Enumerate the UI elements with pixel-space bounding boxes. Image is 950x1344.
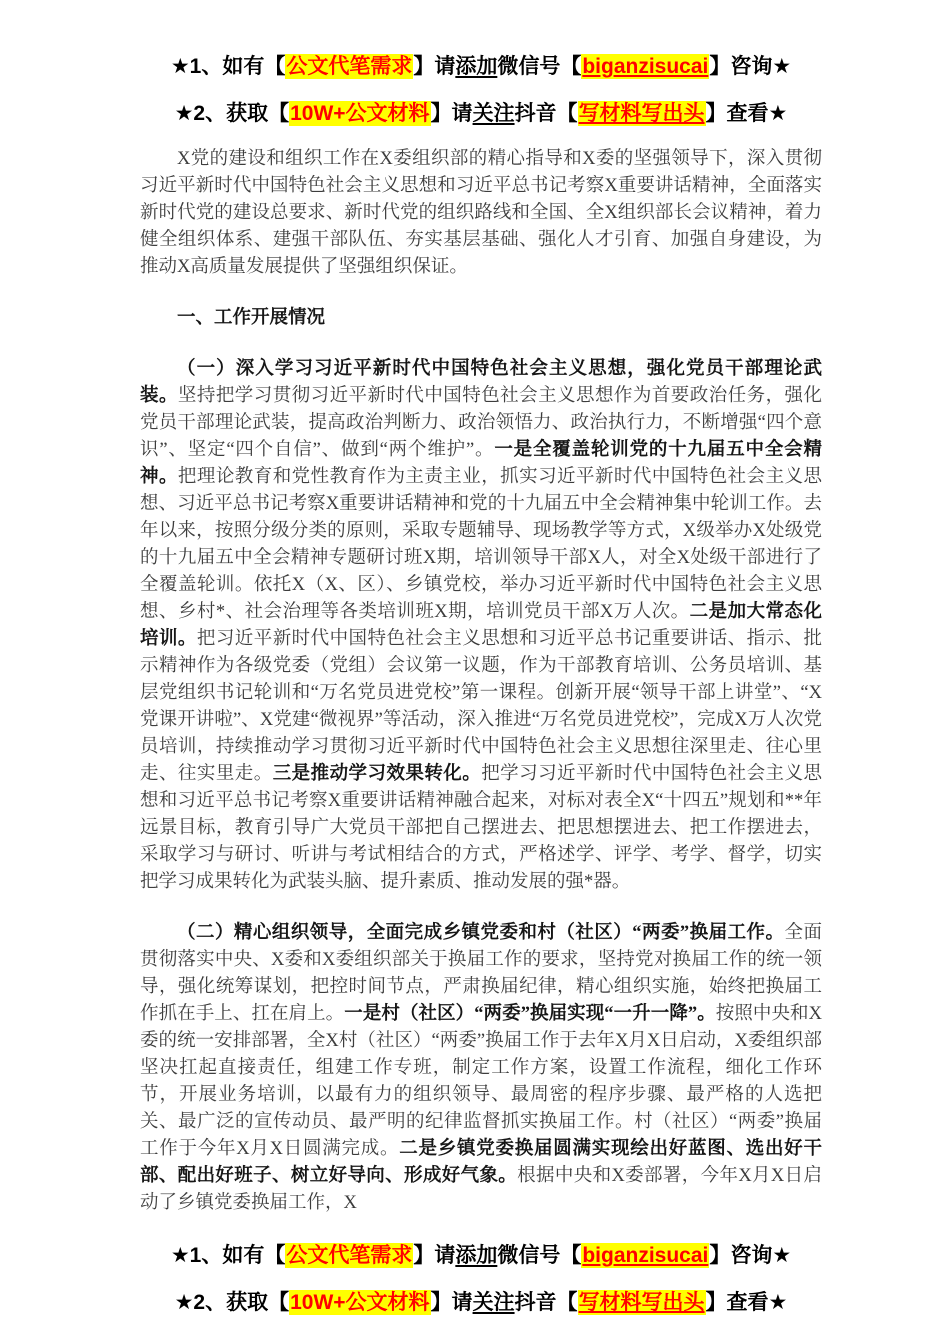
promo-line-1 [140, 52, 822, 82]
promo1-mid2: 微信号【 [497, 55, 582, 78]
paragraph-two [140, 920, 822, 1217]
promo2-mid1: 】请 [430, 102, 473, 125]
promo2b-underlined-action: 关注 [472, 1291, 515, 1314]
promo-line-2 [140, 99, 822, 129]
section-heading: 一、工作开展情况 [177, 308, 326, 328]
para1-point-3-bold: 三是推动学习效果转化。 [272, 764, 482, 784]
promo1b-underlined-action: 添加 [455, 1244, 498, 1267]
promo2b-douyin-id: 写材料写出头 [578, 1291, 705, 1314]
para1-text-4: 把学习习近平新时代中国特色社会主义思想和习近平总书记考察X重要讲话精神融合起来，对标对表全X“十四五”规划和**年远景目标，教育引导广大党员干部把自己摆进去、把思想摆进去、把工作摆进去，采取学习与研讨、听讲与考试相结合的方式，严格述学、评学、考学、督学，切实把学习成果转化为武装头脑、提升素质、推动发展的强*器。 [140, 764, 822, 892]
para2-text-2: 按照中央和X委的统一安排部署，全X村（社区）“两委”换届工作于去年X月X日启动，X委组织部坚决扛起直接责任，组建工作专班，制定工作方案，设置工作流程，细化工作环节，开展业务培训，以最有力的组织领导、最周密的程序步骤、最严格的人选把关、最广泛的宣传动员、最严明的纪律监督抓实换届工作。村（社区）“两委”换届工作于今年X月X日圆满完成。 [140, 1004, 822, 1159]
promo1-mid1: 】请 [413, 55, 456, 78]
promo1b-mid1: 】请 [413, 1244, 456, 1267]
promo-line-2-bottom [140, 1288, 822, 1318]
promo2-underlined-action: 关注 [472, 102, 515, 125]
para1-lead-bold: （一）深入学习习近平新时代中国特色社会主义思想，强化党员干部理论武装。 [140, 359, 822, 406]
para2-lead-bold: （二）精心组织领导，全面完成乡镇党委和村（社区）“两委”换届工作。 [177, 923, 785, 943]
para1-text-1: 坚持把学习贯彻习近平新时代中国特色社会主义思想作为首要政治任务，强化党员干部理论武装，提高政治判断力、政治领悟力、政治执行力，不断增强“四个意识”、坚定“四个自信”、做到“两个维护”。 [140, 386, 822, 460]
promo1b-highlight-term: 公文代笔需求 [286, 1244, 413, 1267]
promo1b-suffix: 】咨询★ [709, 1244, 792, 1267]
promo-banner-top [140, 52, 822, 129]
promo2b-mid1: 】请 [430, 1291, 473, 1314]
promo2-suffix: 】查看★ [705, 102, 788, 125]
promo2b-suffix: 】查看★ [705, 1291, 788, 1314]
promo1-underlined-action: 添加 [455, 55, 498, 78]
promo2-douyin-id: 写材料写出头 [578, 102, 705, 125]
para2-text-3: 根据中央和X委部署，今年X月X日启动了乡镇党委换届工作，X [140, 1166, 822, 1213]
promo2-highlight-term: 10W+公文材料 [290, 102, 430, 125]
promo-line-1-bottom [140, 1241, 822, 1271]
promo1b-mid2: 微信号【 [497, 1244, 582, 1267]
promo1-suffix: 】咨询★ [709, 55, 792, 78]
promo1-prefix: ★1、如有【 [170, 55, 286, 78]
promo1b-prefix: ★1、如有【 [170, 1244, 286, 1267]
intro-paragraph: X党的建设和组织工作在X委组织部的精心指导和X委的坚强领导下，深入贯彻习近平新时代中国特色社会主义思想和习近平总书记考察X重要讲话精神，全面落实新时代党的建设总要求、新时代党的组织路线和全国、全X组织部长会议精神，着力健全组织体系、建强干部队伍、夯实基层基础、强化人才引育、加强自身建设，为推动X高质量发展提供了坚强组织保证。 [140, 149, 822, 277]
para2-point-2-bold: 二是乡镇党委换届圆满实现绘出好蓝图、选出好干部、配出好班子、树立好导向、形成好气象。 [140, 1139, 822, 1186]
paragraph-one [140, 356, 822, 896]
promo2-mid2: 抖音【 [514, 102, 578, 125]
para1-point-2-bold: 二是加大常态化培训。 [140, 602, 822, 649]
promo1b-wechat-id: biganzisucai [582, 1244, 709, 1267]
para2-point-1-bold: 一是村（社区）“两委”换届实现“一升一降”。 [344, 1004, 716, 1024]
promo2b-prefix: ★2、获取【 [174, 1291, 290, 1314]
promo2-prefix: ★2、获取【 [174, 102, 290, 125]
para1-point-1-bold: 一是全覆盖轮训党的十九届五中全会精神。 [140, 440, 822, 487]
promo2b-mid2: 抖音【 [514, 1291, 578, 1314]
para2-text-1: 全面贯彻落实中央、X委和X委组织部关于换届工作的要求，坚持党对换届工作的统一领导，强化统筹谋划，把控时间节点，严肃换届纪律，精心组织实施，始终把换届工作抓在手上、扛在肩上。 [140, 923, 822, 1024]
para1-text-2: 把理论教育和党性教育作为主责主业，抓实习近平新时代中国特色社会主义思想、习近平总书记考察X重要讲话精神和党的十九届五中全会精神集中轮训工作。去年以来，按照分级分类的原则，采取专题辅导、现场教学等方式，X级举办X处级党的十九届五中全会精神专题研讨班X期，培训领导干部X人，对全X处级干部进行了全覆盖轮训。依托X（X、区）、乡镇党校，举办习近平新时代中国特色社会主义思想、乡村*、社会治理等各类培训班X期，培训党员干部X万人次。 [140, 467, 822, 622]
promo1-highlight-term: 公文代笔需求 [286, 55, 413, 78]
para1-text-3: 把习近平新时代中国特色社会主义思想和习近平总书记重要讲话、指示、批示精神作为各级党委（党组）会议第一议题，作为干部教育培训、公务员培训、基层党组织书记轮训和“万名党员进党校”第一课程。创新开展“领导干部上讲堂”、“X党课开讲啦”、X党建“微视界”等活动，深入推进“万名党员进党校”，完成X万人次党员培训，持续推动学习贯彻习近平新时代中国特色社会主义思想往深里走、往心里走、往实里走。 [140, 629, 822, 784]
promo2b-highlight-term: 10W+公文材料 [290, 1291, 430, 1314]
promo-banner-bottom [140, 1241, 822, 1318]
promo1-wechat-id: biganzisucai [582, 55, 709, 78]
